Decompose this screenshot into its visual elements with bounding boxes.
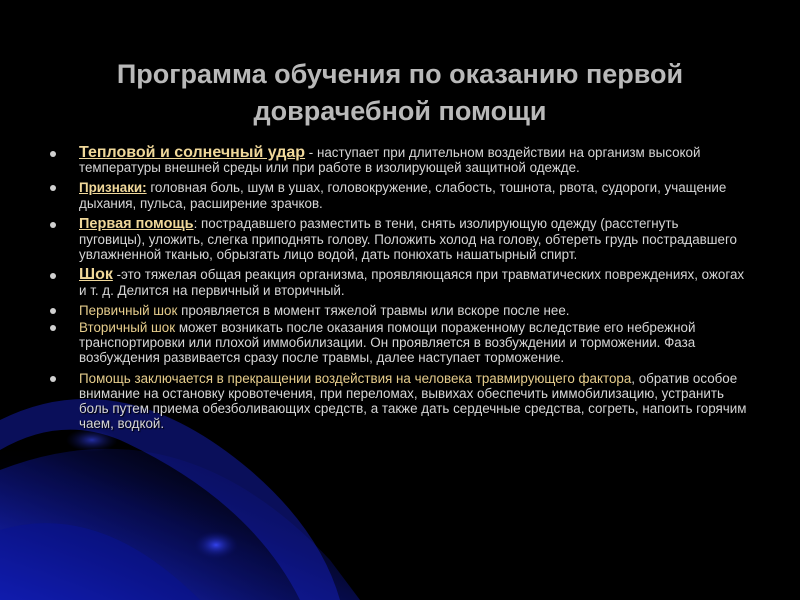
- bullet-dot-icon: [50, 151, 56, 157]
- bullet-list: [48, 145, 748, 431]
- list-item: [48, 303, 748, 318]
- bullet-key: Признаки:: [79, 180, 147, 196]
- bullet-dot-icon: [50, 376, 56, 382]
- bullet-text: -это тяжелая общая реакция организма, проявляющаяся при травматических повреждениях, ожогах и т. д. Делится на первичный и вторичный.: [79, 267, 745, 298]
- bullet-dot-icon: [50, 308, 56, 314]
- blue-orb: [194, 531, 238, 559]
- bullet-key: Первая помощь: [79, 215, 194, 232]
- bullet-text: может возникать после оказания помощи пораженному вследствие его небрежной транспортировки или плохой иммобилизации. Он проявляется в возбуждении и торможении. Фаза возбуждения развивается сразу после травмы, далее наступает торможение.: [79, 320, 696, 366]
- bullet-text: , обратив особое внимание на остановку кровотечения, при переломах, вывихах обеспечить иммобилизацию, устранить боль путем приема обезболивающих средств, а также дать сердечные средства, согреть, напоить горячим чаем, водкой.: [79, 370, 747, 432]
- bullet-key: Тепловой и солнечный удар: [79, 144, 306, 161]
- bullet-text: : пострадавшего разместить в тени, снять изолирующую одежду (расстегнуть пуговицы), уложить, слегка приподнять голову. Положить холод на голову, обтереть грудь пострадавшего увлажненной тканью, обрызгать лицо водой, дать понюхать нашатырный спирт.: [79, 215, 737, 263]
- bullet-dot-icon: [50, 222, 56, 228]
- bullet-dot-icon: [50, 185, 56, 191]
- list-item: [48, 371, 748, 432]
- bullet-text: - наступает при длительном воздействии на организм высокой температуры внешней среды или при работе в изолирующей защитной одежде.: [79, 145, 701, 176]
- bullet-key: Помощь заключается в прекращении воздействия на человека травмирующего фактора: [79, 370, 632, 386]
- list-item: [48, 320, 748, 366]
- list-item: [48, 267, 748, 297]
- list-item: [48, 145, 748, 175]
- list-item: [48, 216, 748, 263]
- slide-body: [48, 145, 748, 436]
- slide-title: Программа обучения по оказанию первой доврачебной помощи: [116, 59, 684, 127]
- bullet-text: проявляется в момент тяжелой травмы или вскоре после нее.: [177, 302, 570, 318]
- bullet-text: головная боль, шум в ушах, головокружение, слабость, тошнота, рвота, судороги, учащение дыхания, пульса, расширение зрачков.: [79, 180, 727, 211]
- bullet-key: Первичный шок: [79, 302, 178, 318]
- bullet-dot-icon: [50, 273, 56, 279]
- bullet-key: Шок: [79, 266, 113, 284]
- bullet-dot-icon: [50, 325, 56, 331]
- list-item: [48, 180, 748, 210]
- bullet-key: Вторичный шок: [79, 320, 176, 336]
